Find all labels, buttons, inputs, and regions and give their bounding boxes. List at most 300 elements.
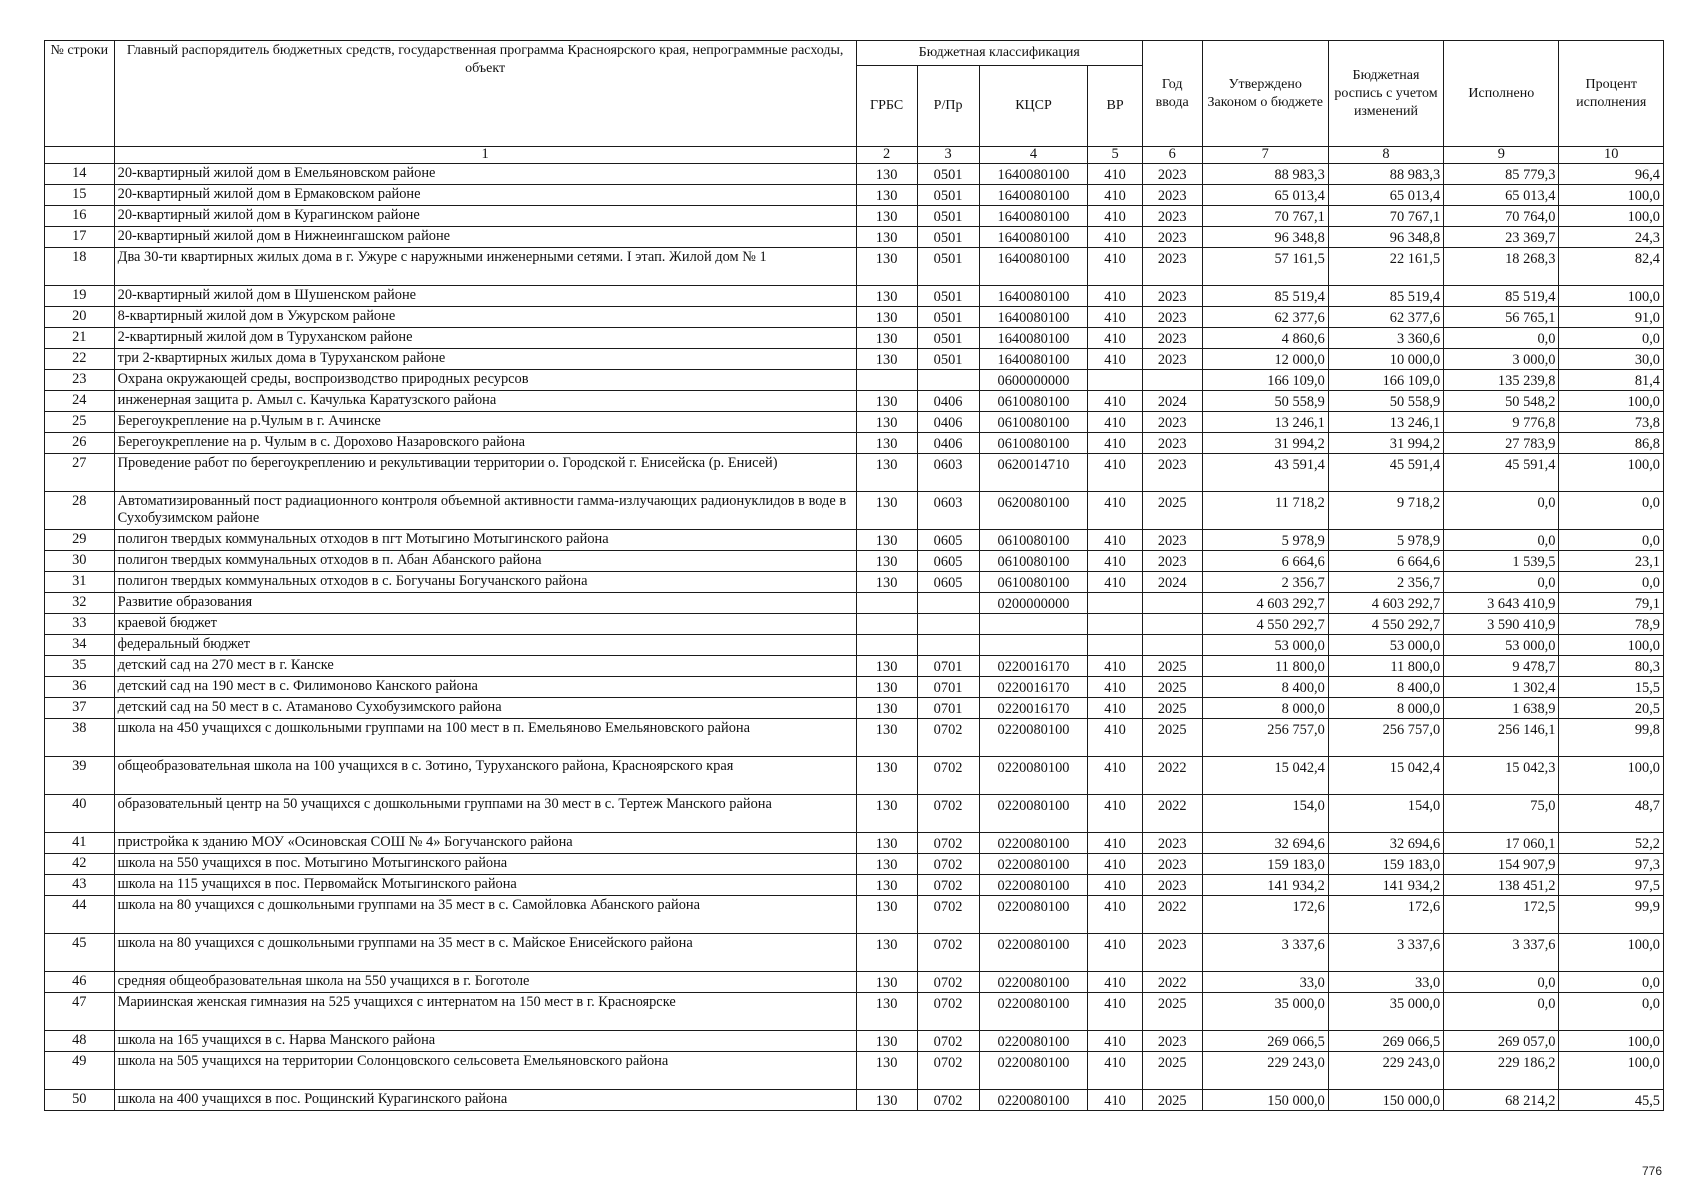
row-number-cell: 39 xyxy=(45,757,115,795)
grbs-code-cell: 130 xyxy=(856,1090,917,1111)
executed-amount-cell: 65 013,4 xyxy=(1444,185,1559,206)
executed-amount-cell: 56 765,1 xyxy=(1444,307,1559,328)
vr-code-cell: 410 xyxy=(1088,454,1142,492)
table-row xyxy=(45,412,1664,433)
row-number-cell: 41 xyxy=(45,833,115,854)
approved-amount-cell: 150 000,0 xyxy=(1202,1090,1328,1111)
executed-amount-cell: 0,0 xyxy=(1444,530,1559,551)
executed-amount-cell: 0,0 xyxy=(1444,972,1559,993)
row-number-cell: 18 xyxy=(45,248,115,286)
header-kcsr: КЦСР xyxy=(979,66,1088,147)
approved-amount-cell: 35 000,0 xyxy=(1202,993,1328,1031)
kcsr-code-cell: 1640080100 xyxy=(979,227,1088,248)
approved-amount-cell: 96 348,8 xyxy=(1202,227,1328,248)
commission-year-cell: 2025 xyxy=(1142,677,1202,698)
execution-percent-cell: 45,5 xyxy=(1559,1090,1664,1111)
approved-amount-cell: 43 591,4 xyxy=(1202,454,1328,492)
execution-percent-cell: 73,8 xyxy=(1559,412,1664,433)
schedule-amount-cell: 8 000,0 xyxy=(1328,698,1443,719)
commission-year-cell: 2025 xyxy=(1142,698,1202,719)
vr-code-cell: 410 xyxy=(1088,795,1142,833)
execution-percent-cell: 20,5 xyxy=(1559,698,1664,719)
executed-amount-cell: 85 519,4 xyxy=(1444,286,1559,307)
table-row xyxy=(45,1090,1664,1111)
object-name-cell: 20-квартирный жилой дом в Шушенском районе xyxy=(114,286,856,307)
vr-code-cell: 410 xyxy=(1088,307,1142,328)
kcsr-code-cell: 0610080100 xyxy=(979,391,1088,412)
kcsr-code-cell: 0220080100 xyxy=(979,757,1088,795)
grbs-code-cell: 130 xyxy=(856,349,917,370)
grbs-code-cell: 130 xyxy=(856,307,917,328)
table-row xyxy=(45,795,1664,833)
executed-amount-cell: 27 783,9 xyxy=(1444,433,1559,454)
approved-amount-cell: 65 013,4 xyxy=(1202,185,1328,206)
object-name-cell: образовательный центр на 50 учащихся с дошкольными группами на 30 мест в с. Тертеж Манского района xyxy=(114,795,856,833)
grbs-code-cell: 130 xyxy=(856,164,917,185)
approved-amount-cell: 57 161,5 xyxy=(1202,248,1328,286)
object-name-cell: школа на 505 учащихся на территории Солонцовского сельсовета Емельяновского района xyxy=(114,1052,856,1090)
vr-code-cell: 410 xyxy=(1088,1031,1142,1052)
header-budget-classification: Бюджетная классификация xyxy=(856,41,1142,66)
commission-year-cell: 2023 xyxy=(1142,412,1202,433)
rpr-code-cell: 0501 xyxy=(917,164,979,185)
table-row xyxy=(45,656,1664,677)
schedule-amount-cell: 15 042,4 xyxy=(1328,757,1443,795)
commission-year-cell: 2023 xyxy=(1142,934,1202,972)
row-number-cell: 22 xyxy=(45,349,115,370)
schedule-amount-cell: 62 377,6 xyxy=(1328,307,1443,328)
commission-year-cell: 2023 xyxy=(1142,286,1202,307)
grbs-code-cell: 130 xyxy=(856,248,917,286)
table-row xyxy=(45,286,1664,307)
row-number-cell: 47 xyxy=(45,993,115,1031)
execution-percent-cell: 0,0 xyxy=(1559,993,1664,1031)
rpr-code-cell: 0406 xyxy=(917,391,979,412)
table-body xyxy=(45,164,1664,1111)
kcsr-code-cell: 0220016170 xyxy=(979,677,1088,698)
table-row xyxy=(45,551,1664,572)
commission-year-cell: 2024 xyxy=(1142,572,1202,593)
vr-code-cell: 410 xyxy=(1088,719,1142,757)
vr-code-cell: 410 xyxy=(1088,328,1142,349)
approved-amount-cell: 8 000,0 xyxy=(1202,698,1328,719)
commission-year-cell: 2023 xyxy=(1142,248,1202,286)
vr-code-cell: 410 xyxy=(1088,286,1142,307)
kcsr-code-cell: 0610080100 xyxy=(979,530,1088,551)
grbs-code-cell: 130 xyxy=(856,757,917,795)
table-row xyxy=(45,206,1664,227)
row-number-cell: 24 xyxy=(45,391,115,412)
vr-code-cell xyxy=(1088,635,1142,656)
row-number-cell: 31 xyxy=(45,572,115,593)
kcsr-code-cell xyxy=(979,614,1088,635)
vr-code-cell: 410 xyxy=(1088,572,1142,593)
table-row xyxy=(45,307,1664,328)
executed-amount-cell: 1 638,9 xyxy=(1444,698,1559,719)
table-row xyxy=(45,593,1664,614)
kcsr-code-cell: 0220080100 xyxy=(979,795,1088,833)
vr-code-cell xyxy=(1088,614,1142,635)
row-number-cell: 14 xyxy=(45,164,115,185)
grbs-code-cell: 130 xyxy=(856,185,917,206)
grbs-code-cell xyxy=(856,593,917,614)
grbs-code-cell: 130 xyxy=(856,206,917,227)
schedule-amount-cell: 159 183,0 xyxy=(1328,854,1443,875)
header-approved: Утверждено Законом о бюджете xyxy=(1202,41,1328,147)
approved-amount-cell: 70 767,1 xyxy=(1202,206,1328,227)
schedule-amount-cell: 65 013,4 xyxy=(1328,185,1443,206)
approved-amount-cell: 172,6 xyxy=(1202,896,1328,934)
execution-percent-cell: 23,1 xyxy=(1559,551,1664,572)
executed-amount-cell: 15 042,3 xyxy=(1444,757,1559,795)
commission-year-cell: 2023 xyxy=(1142,227,1202,248)
executed-amount-cell: 229 186,2 xyxy=(1444,1052,1559,1090)
execution-percent-cell: 99,8 xyxy=(1559,719,1664,757)
object-name-cell: Охрана окружающей среды, воспроизводство природных ресурсов xyxy=(114,370,856,391)
budget-document xyxy=(44,40,1664,1111)
execution-percent-cell: 0,0 xyxy=(1559,328,1664,349)
object-name-cell: полигон твердых коммунальных отходов в пгт Мотыгино Мотыгинского района xyxy=(114,530,856,551)
table-row xyxy=(45,719,1664,757)
kcsr-code-cell: 0610080100 xyxy=(979,551,1088,572)
object-name-cell: Автоматизированный пост радиационного контроля объемной активности гамма-излучающих радионуклидов в воде в Сухобузимском районе xyxy=(114,492,856,530)
execution-percent-cell: 81,4 xyxy=(1559,370,1664,391)
object-name-cell: инженерная защита р. Амыл с. Качулька Каратузского района xyxy=(114,391,856,412)
object-name-cell: 20-квартирный жилой дом в Емельяновском районе xyxy=(114,164,856,185)
execution-percent-cell: 0,0 xyxy=(1559,530,1664,551)
vr-code-cell: 410 xyxy=(1088,412,1142,433)
rpr-code-cell: 0702 xyxy=(917,854,979,875)
execution-percent-cell: 100,0 xyxy=(1559,1031,1664,1052)
vr-code-cell: 410 xyxy=(1088,164,1142,185)
commission-year-cell: 2023 xyxy=(1142,433,1202,454)
schedule-amount-cell: 172,6 xyxy=(1328,896,1443,934)
schedule-amount-cell: 154,0 xyxy=(1328,795,1443,833)
commission-year-cell: 2025 xyxy=(1142,492,1202,530)
grbs-code-cell: 130 xyxy=(856,530,917,551)
object-name-cell: 20-квартирный жилой дом в Ермаковском районе xyxy=(114,185,856,206)
executed-amount-cell: 154 907,9 xyxy=(1444,854,1559,875)
rpr-code-cell: 0501 xyxy=(917,227,979,248)
object-name-cell: Проведение работ по берегоукреплению и рекультивации территории о. Городской г. Енисейска (р. Енисей) xyxy=(114,454,856,492)
kcsr-code-cell: 0220080100 xyxy=(979,896,1088,934)
executed-amount-cell: 138 451,2 xyxy=(1444,875,1559,896)
row-number-cell: 40 xyxy=(45,795,115,833)
object-name-cell: 2-квартирный жилой дом в Туруханском районе xyxy=(114,328,856,349)
object-name-cell: школа на 115 учащихся в пос. Первомайск Мотыгинского района xyxy=(114,875,856,896)
header-row-number: № строки xyxy=(45,41,115,147)
execution-percent-cell: 100,0 xyxy=(1559,934,1664,972)
approved-amount-cell: 3 337,6 xyxy=(1202,934,1328,972)
kcsr-code-cell: 0220080100 xyxy=(979,719,1088,757)
header-vr: ВР xyxy=(1088,66,1142,147)
schedule-amount-cell: 5 978,9 xyxy=(1328,530,1443,551)
executed-amount-cell: 85 779,3 xyxy=(1444,164,1559,185)
approved-amount-cell: 8 400,0 xyxy=(1202,677,1328,698)
grbs-code-cell: 130 xyxy=(856,934,917,972)
row-number-cell: 26 xyxy=(45,433,115,454)
object-name-cell: детский сад на 50 мест в с. Атаманово Сухобузимского района xyxy=(114,698,856,719)
grbs-code-cell: 130 xyxy=(856,833,917,854)
row-number-cell: 45 xyxy=(45,934,115,972)
schedule-amount-cell: 4 550 292,7 xyxy=(1328,614,1443,635)
commission-year-cell xyxy=(1142,635,1202,656)
rpr-code-cell: 0702 xyxy=(917,719,979,757)
approved-amount-cell: 31 994,2 xyxy=(1202,433,1328,454)
grbs-code-cell: 130 xyxy=(856,854,917,875)
row-number-cell: 35 xyxy=(45,656,115,677)
row-number-cell: 15 xyxy=(45,185,115,206)
kcsr-code-cell: 0220080100 xyxy=(979,972,1088,993)
object-name-cell: Берегоукрепление на р. Чулым в с. Дорохово Назаровского района xyxy=(114,433,856,454)
object-name-cell: Два 30-ти квартирных жилых дома в г. Ужуре с наружными инженерными сетями. I этап. Жилой дом № 1 xyxy=(114,248,856,286)
approved-amount-cell: 4 550 292,7 xyxy=(1202,614,1328,635)
vr-code-cell: 410 xyxy=(1088,551,1142,572)
row-number-cell: 16 xyxy=(45,206,115,227)
table-row xyxy=(45,833,1664,854)
kcsr-code-cell xyxy=(979,635,1088,656)
grbs-code-cell: 130 xyxy=(856,1031,917,1052)
schedule-amount-cell: 8 400,0 xyxy=(1328,677,1443,698)
executed-amount-cell: 3 590 410,9 xyxy=(1444,614,1559,635)
approved-amount-cell: 13 246,1 xyxy=(1202,412,1328,433)
rpr-code-cell: 0702 xyxy=(917,972,979,993)
header-grbs: ГРБС xyxy=(856,66,917,147)
grbs-code-cell: 130 xyxy=(856,227,917,248)
object-name-cell: детский сад на 270 мест в г. Канске xyxy=(114,656,856,677)
commission-year-cell xyxy=(1142,614,1202,635)
rpr-code-cell: 0702 xyxy=(917,757,979,795)
execution-percent-cell: 0,0 xyxy=(1559,572,1664,593)
vr-code-cell: 410 xyxy=(1088,391,1142,412)
executed-amount-cell: 9 776,8 xyxy=(1444,412,1559,433)
execution-percent-cell: 100,0 xyxy=(1559,185,1664,206)
execution-percent-cell: 79,1 xyxy=(1559,593,1664,614)
rpr-code-cell: 0501 xyxy=(917,328,979,349)
rpr-code-cell xyxy=(917,635,979,656)
vr-code-cell: 410 xyxy=(1088,492,1142,530)
approved-amount-cell: 256 757,0 xyxy=(1202,719,1328,757)
kcsr-code-cell: 0610080100 xyxy=(979,572,1088,593)
table-row xyxy=(45,248,1664,286)
header-main-column: Главный распорядитель бюджетных средств, государственная программа Красноярского края, непрограммные расходы, объект xyxy=(114,41,856,147)
table-row xyxy=(45,1052,1664,1090)
row-number-cell: 30 xyxy=(45,551,115,572)
vr-code-cell: 410 xyxy=(1088,896,1142,934)
schedule-amount-cell: 256 757,0 xyxy=(1328,719,1443,757)
rpr-code-cell: 0702 xyxy=(917,934,979,972)
rpr-code-cell xyxy=(917,614,979,635)
schedule-amount-cell: 4 603 292,7 xyxy=(1328,593,1443,614)
row-number-cell: 25 xyxy=(45,412,115,433)
schedule-amount-cell: 166 109,0 xyxy=(1328,370,1443,391)
execution-percent-cell: 86,8 xyxy=(1559,433,1664,454)
column-number-cell xyxy=(45,147,115,164)
commission-year-cell xyxy=(1142,370,1202,391)
commission-year-cell: 2023 xyxy=(1142,185,1202,206)
rpr-code-cell: 0701 xyxy=(917,656,979,677)
rpr-code-cell: 0406 xyxy=(917,412,979,433)
executed-amount-cell: 135 239,8 xyxy=(1444,370,1559,391)
schedule-amount-cell: 2 356,7 xyxy=(1328,572,1443,593)
schedule-amount-cell: 88 983,3 xyxy=(1328,164,1443,185)
approved-amount-cell: 5 978,9 xyxy=(1202,530,1328,551)
rpr-code-cell: 0702 xyxy=(917,833,979,854)
row-number-cell: 50 xyxy=(45,1090,115,1111)
row-number-cell: 32 xyxy=(45,593,115,614)
schedule-amount-cell: 70 767,1 xyxy=(1328,206,1443,227)
object-name-cell: детский сад на 190 мест в с. Филимоново Канского района xyxy=(114,677,856,698)
object-name-cell: Мариинская женская гимназия на 525 учащихся с интернатом на 150 мест в г. Красноярске xyxy=(114,993,856,1031)
commission-year-cell xyxy=(1142,593,1202,614)
executed-amount-cell: 0,0 xyxy=(1444,572,1559,593)
approved-amount-cell: 229 243,0 xyxy=(1202,1052,1328,1090)
executed-amount-cell: 70 764,0 xyxy=(1444,206,1559,227)
grbs-code-cell: 130 xyxy=(856,433,917,454)
grbs-code-cell: 130 xyxy=(856,1052,917,1090)
schedule-amount-cell: 150 000,0 xyxy=(1328,1090,1443,1111)
grbs-code-cell: 130 xyxy=(856,391,917,412)
row-number-cell: 49 xyxy=(45,1052,115,1090)
grbs-code-cell: 130 xyxy=(856,492,917,530)
commission-year-cell: 2023 xyxy=(1142,875,1202,896)
grbs-code-cell: 130 xyxy=(856,454,917,492)
execution-percent-cell: 0,0 xyxy=(1559,972,1664,993)
grbs-code-cell: 130 xyxy=(856,993,917,1031)
approved-amount-cell: 6 664,6 xyxy=(1202,551,1328,572)
executed-amount-cell: 1 539,5 xyxy=(1444,551,1559,572)
executed-amount-cell: 50 548,2 xyxy=(1444,391,1559,412)
vr-code-cell: 410 xyxy=(1088,433,1142,454)
table-row xyxy=(45,227,1664,248)
table-row xyxy=(45,1031,1664,1052)
rpr-code-cell: 0501 xyxy=(917,206,979,227)
row-number-cell: 19 xyxy=(45,286,115,307)
object-name-cell: Развитие образования xyxy=(114,593,856,614)
table-row xyxy=(45,854,1664,875)
executed-amount-cell: 75,0 xyxy=(1444,795,1559,833)
rpr-code-cell: 0501 xyxy=(917,349,979,370)
vr-code-cell: 410 xyxy=(1088,1052,1142,1090)
header-schedule: Бюджетная роспись с учетом изменений xyxy=(1328,41,1443,147)
execution-percent-cell: 100,0 xyxy=(1559,286,1664,307)
executed-amount-cell: 172,5 xyxy=(1444,896,1559,934)
schedule-amount-cell: 96 348,8 xyxy=(1328,227,1443,248)
commission-year-cell: 2024 xyxy=(1142,391,1202,412)
grbs-code-cell: 130 xyxy=(856,286,917,307)
grbs-code-cell: 130 xyxy=(856,896,917,934)
grbs-code-cell: 130 xyxy=(856,551,917,572)
row-number-cell: 21 xyxy=(45,328,115,349)
table-row xyxy=(45,185,1664,206)
rpr-code-cell: 0702 xyxy=(917,795,979,833)
executed-amount-cell: 0,0 xyxy=(1444,328,1559,349)
rpr-code-cell: 0702 xyxy=(917,896,979,934)
vr-code-cell: 410 xyxy=(1088,227,1142,248)
vr-code-cell: 410 xyxy=(1088,993,1142,1031)
rpr-code-cell: 0702 xyxy=(917,1031,979,1052)
schedule-amount-cell: 53 000,0 xyxy=(1328,635,1443,656)
object-name-cell: краевой бюджет xyxy=(114,614,856,635)
commission-year-cell: 2023 xyxy=(1142,854,1202,875)
approved-amount-cell: 12 000,0 xyxy=(1202,349,1328,370)
vr-code-cell: 410 xyxy=(1088,875,1142,896)
kcsr-code-cell: 0220080100 xyxy=(979,934,1088,972)
approved-amount-cell: 141 934,2 xyxy=(1202,875,1328,896)
commission-year-cell: 2023 xyxy=(1142,349,1202,370)
kcsr-code-cell: 0220080100 xyxy=(979,833,1088,854)
kcsr-code-cell: 0600000000 xyxy=(979,370,1088,391)
vr-code-cell: 410 xyxy=(1088,854,1142,875)
kcsr-code-cell: 1640080100 xyxy=(979,206,1088,227)
executed-amount-cell: 68 214,2 xyxy=(1444,1090,1559,1111)
table-row xyxy=(45,635,1664,656)
approved-amount-cell: 53 000,0 xyxy=(1202,635,1328,656)
rpr-code-cell: 0702 xyxy=(917,875,979,896)
executed-amount-cell: 3 337,6 xyxy=(1444,934,1559,972)
vr-code-cell xyxy=(1088,593,1142,614)
approved-amount-cell: 88 983,3 xyxy=(1202,164,1328,185)
commission-year-cell: 2023 xyxy=(1142,1031,1202,1052)
kcsr-code-cell: 1640080100 xyxy=(979,307,1088,328)
schedule-amount-cell: 229 243,0 xyxy=(1328,1052,1443,1090)
rpr-code-cell xyxy=(917,593,979,614)
row-number-cell: 46 xyxy=(45,972,115,993)
execution-percent-cell: 100,0 xyxy=(1559,391,1664,412)
approved-amount-cell: 33,0 xyxy=(1202,972,1328,993)
vr-code-cell: 410 xyxy=(1088,530,1142,551)
schedule-amount-cell: 3 360,6 xyxy=(1328,328,1443,349)
schedule-amount-cell: 22 161,5 xyxy=(1328,248,1443,286)
table-header xyxy=(45,41,1664,164)
column-number-cell: 2 xyxy=(856,147,917,164)
object-name-cell: пристройка к зданию МОУ «Осиновская СОШ № 4» Богучанского района xyxy=(114,833,856,854)
approved-amount-cell: 4 860,6 xyxy=(1202,328,1328,349)
vr-code-cell: 410 xyxy=(1088,656,1142,677)
commission-year-cell: 2023 xyxy=(1142,454,1202,492)
table-row xyxy=(45,698,1664,719)
table-row xyxy=(45,934,1664,972)
execution-percent-cell: 91,0 xyxy=(1559,307,1664,328)
column-number-cell: 3 xyxy=(917,147,979,164)
rpr-code-cell: 0605 xyxy=(917,551,979,572)
table-row xyxy=(45,370,1664,391)
object-name-cell: средняя общеобразовательная школа на 550 учащихся в г. Боготоле xyxy=(114,972,856,993)
execution-percent-cell: 100,0 xyxy=(1559,635,1664,656)
rpr-code-cell: 0701 xyxy=(917,677,979,698)
grbs-code-cell xyxy=(856,635,917,656)
grbs-code-cell xyxy=(856,370,917,391)
column-number-cell: 6 xyxy=(1142,147,1202,164)
executed-amount-cell: 9 478,7 xyxy=(1444,656,1559,677)
executed-amount-cell: 0,0 xyxy=(1444,993,1559,1031)
kcsr-code-cell: 1640080100 xyxy=(979,349,1088,370)
table-row xyxy=(45,896,1664,934)
executed-amount-cell: 269 057,0 xyxy=(1444,1031,1559,1052)
row-number-cell: 20 xyxy=(45,307,115,328)
grbs-code-cell: 130 xyxy=(856,698,917,719)
vr-code-cell xyxy=(1088,370,1142,391)
kcsr-code-cell: 0220080100 xyxy=(979,993,1088,1031)
column-number-cell: 4 xyxy=(979,147,1088,164)
vr-code-cell: 410 xyxy=(1088,349,1142,370)
kcsr-code-cell: 0220080100 xyxy=(979,1090,1088,1111)
execution-percent-cell: 97,3 xyxy=(1559,854,1664,875)
approved-amount-cell: 166 109,0 xyxy=(1202,370,1328,391)
object-name-cell: школа на 450 учащихся с дошкольными группами на 100 мест в п. Емельяново Емельяновского района xyxy=(114,719,856,757)
kcsr-code-cell: 0200000000 xyxy=(979,593,1088,614)
column-number-cell: 10 xyxy=(1559,147,1664,164)
